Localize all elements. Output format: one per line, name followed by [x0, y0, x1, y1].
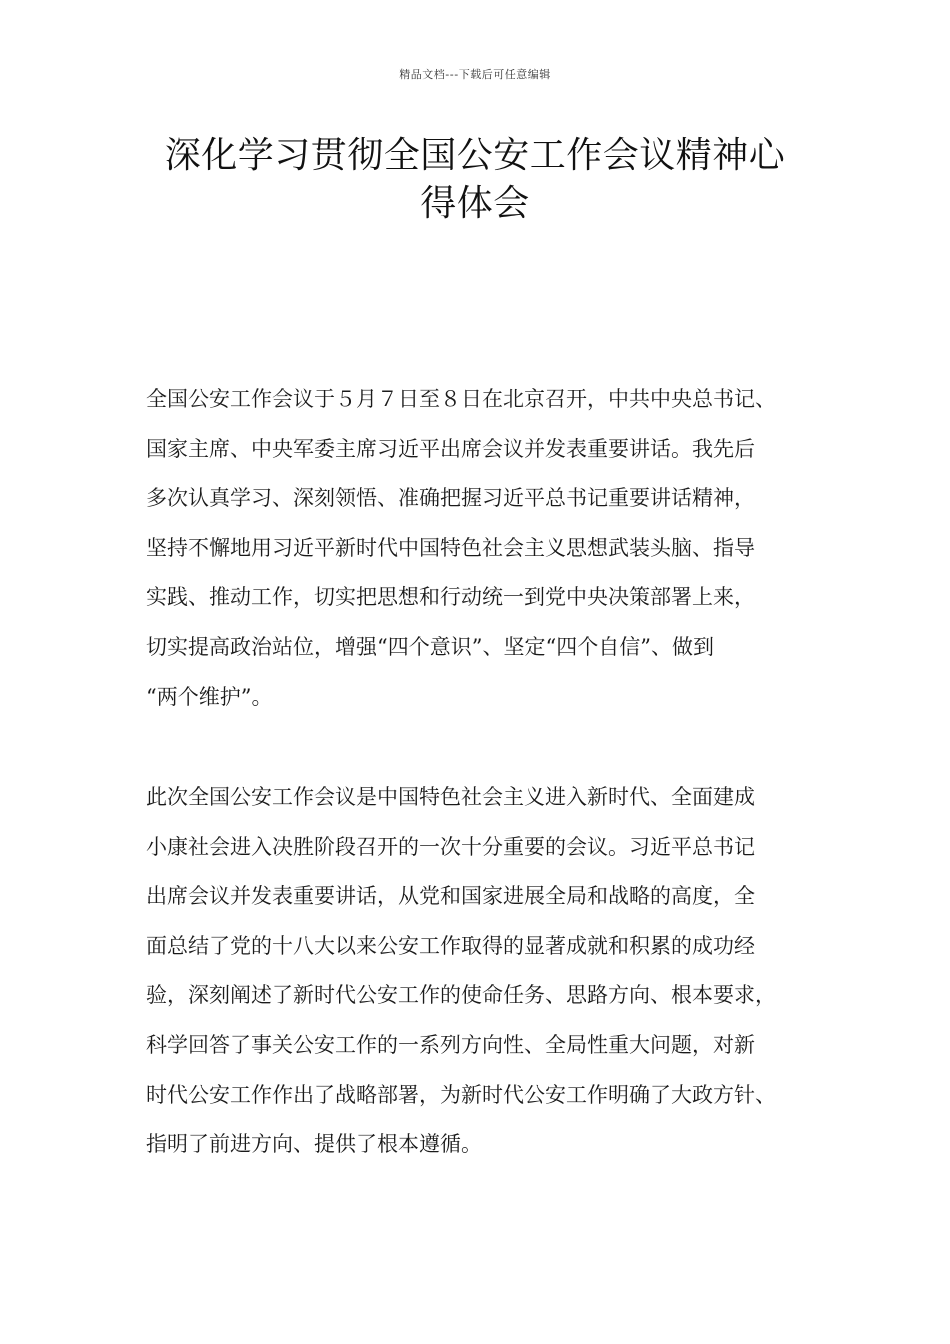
header-note: 精品文档---下载后可任意编辑	[399, 68, 551, 81]
paragraph-line: 验，深刻阐述了新时代公安工作的使命任务、思路方向、根本要求，	[146, 983, 776, 1008]
paragraph-line: 指明了前进方向、提供了根本遵循。	[146, 1132, 482, 1157]
paragraph-line: 实践、推动工作，切实把思想和行动统一到党中央决策部署上来，	[146, 585, 755, 610]
title-line: 深化学习贯彻全国公安工作会议精神心	[164, 135, 786, 176]
paragraph-line: 国家主席、中央军委主席习近平出席会议并发表重要讲话。我先后	[146, 436, 755, 461]
body-paragraph	[146, 375, 836, 722]
paragraph-line: 小康社会进入决胜阶段召开的一次十分重要的会议。习近平总书记	[146, 834, 755, 859]
paragraph-line: 面总结了党的十八大以来公安工作取得的显著成就和积累的成功经	[146, 933, 755, 958]
paragraph-line: 全国公安工作会议于５月７日至８日在北京召开，中共中央总书记、	[146, 387, 776, 411]
document-title	[145, 132, 805, 228]
paragraph-line: 科学回答了事关公安工作的一系列方向性、全局性重大问题，对新	[146, 1032, 755, 1057]
paragraph-line: 切实提高政治站位，增强“四个意识”、坚定“四个自信”、做到	[146, 634, 714, 659]
title-line: 得体会	[420, 183, 530, 224]
paragraph-line: 此次全国公安工作会议是中国特色社会主义进入新时代、全面建成	[146, 785, 755, 809]
paragraph-line: 多次认真学习、深刻领悟、准确把握习近平总书记重要讲话精神，	[146, 486, 755, 511]
paragraph-line: “两个维护”。	[146, 684, 273, 709]
paragraph-line: 坚持不懈地用习近平新时代中国特色社会主义思想武装头脑、指导	[146, 535, 755, 560]
body-paragraph	[146, 773, 836, 1170]
paragraph-line: 时代公安工作作出了战略部署，为新时代公安工作明确了大政方针、	[146, 1082, 776, 1107]
paragraph-line: 出席会议并发表重要讲话，从党和国家进展全局和战略的高度，全	[146, 884, 755, 909]
